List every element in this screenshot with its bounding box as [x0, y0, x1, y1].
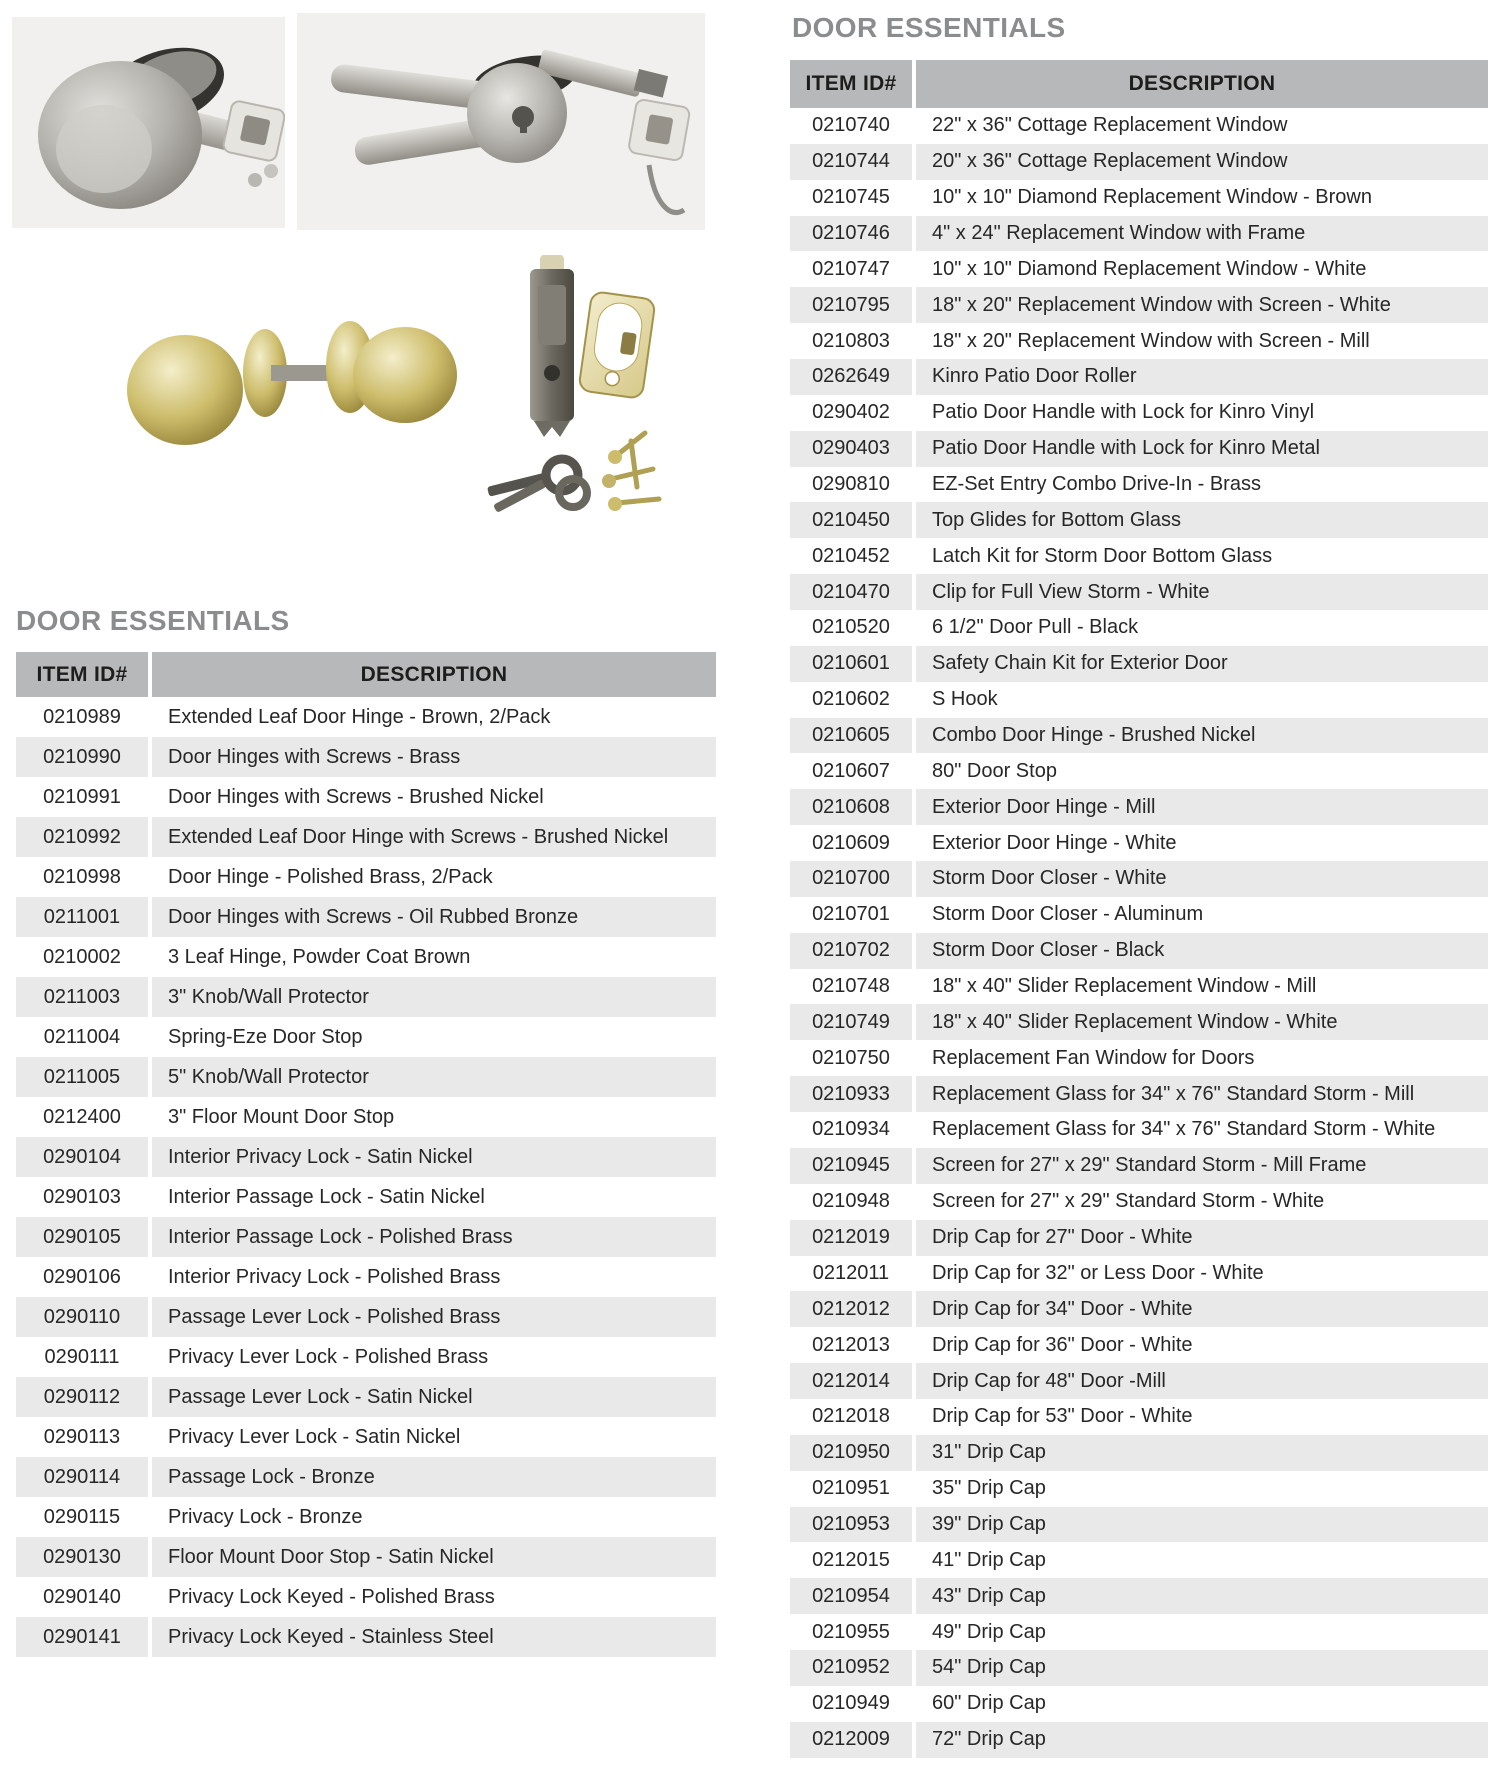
table-row — [790, 1399, 1488, 1435]
strike-plate-shape — [628, 99, 691, 162]
table-row — [16, 1377, 716, 1417]
item-id-cell: 0210749 — [790, 1004, 912, 1040]
table-row — [16, 1577, 716, 1617]
item-id-cell: 0210740 — [812, 114, 890, 137]
table-row — [16, 1297, 716, 1337]
table-row — [16, 1137, 716, 1177]
description-cell: Combo Door Hinge - Brushed Nickel — [916, 718, 1488, 754]
item-id-cell: 0210949 — [812, 1692, 890, 1715]
table-row — [16, 1217, 716, 1257]
item-id-cell: 0211003 — [16, 977, 148, 1017]
table-row — [16, 1097, 716, 1137]
brass-knob-set-illustration — [125, 255, 680, 525]
description-cell: Privacy Lever Lock - Satin Nickel — [168, 1425, 461, 1448]
item-id-cell: 0210744 — [790, 144, 912, 180]
table-row — [16, 1337, 716, 1377]
item-id-cell: 0210608 — [790, 789, 912, 825]
description-cell: Top Glides for Bottom Glass — [916, 502, 1488, 538]
item-id-cell: 0290111 — [44, 1345, 120, 1368]
item-id-cell: 0210746 — [790, 216, 912, 252]
column-header-item-id: ITEM ID# — [16, 652, 148, 697]
description-cell: Passage Lever Lock - Polished Brass — [152, 1297, 716, 1337]
item-id-cell: 0210520 — [812, 616, 890, 639]
description-cell: Interior Privacy Lock - Polished Brass — [168, 1265, 501, 1288]
description-cell: 43" Drip Cap — [916, 1578, 1488, 1614]
screws-shape — [611, 433, 659, 503]
table-row — [16, 1177, 716, 1217]
item-id-cell: 0212013 — [812, 1333, 890, 1356]
item-id-cell: 0210701 — [812, 903, 890, 926]
table-row — [790, 144, 1488, 180]
description-cell: 31" Drip Cap — [916, 1435, 1488, 1471]
table-row — [790, 753, 1488, 789]
table-row — [790, 1184, 1488, 1220]
description-cell: 10" x 10" Diamond Replacement Window - White — [932, 257, 1367, 280]
table-row — [790, 1363, 1488, 1399]
item-id-cell: 0210998 — [43, 865, 121, 888]
lever-handle-illustration — [297, 13, 705, 230]
table-row — [790, 718, 1488, 754]
description-cell: 35" Drip Cap — [932, 1477, 1046, 1500]
item-id-cell: 0210951 — [812, 1477, 890, 1500]
item-id-cell: 0210955 — [812, 1620, 890, 1643]
table-row — [790, 1220, 1488, 1256]
table-row — [790, 1291, 1488, 1327]
item-id-cell: 0210948 — [812, 1190, 890, 1213]
description-cell: Drip Cap for 36" Door - White — [932, 1333, 1193, 1356]
left-section-title: DOOR ESSENTIALS — [16, 605, 290, 636]
column-header-description: DESCRIPTION — [916, 60, 1488, 108]
table-row — [16, 1497, 716, 1537]
description-cell: 39" Drip Cap — [916, 1507, 1488, 1543]
item-id-cell: 0290402 — [812, 401, 890, 424]
item-id-cell: 0210452 — [812, 544, 890, 567]
description-cell: Exterior Door Hinge - Mill — [916, 789, 1488, 825]
table-row — [16, 737, 716, 777]
item-id-cell: 0210700 — [790, 861, 912, 897]
table-row — [790, 1578, 1488, 1614]
description-cell: Clip for Full View Storm - White — [916, 574, 1488, 610]
latch-shape — [530, 255, 574, 437]
right-section-title: DOOR ESSENTIALS — [792, 12, 1066, 43]
item-id-cell: 0290104 — [16, 1137, 148, 1177]
description-cell: 3 Leaf Hinge, Powder Coat Brown — [168, 945, 471, 968]
item-id-cell: 0211005 — [16, 1057, 148, 1097]
description-cell: Exterior Door Hinge - White — [932, 831, 1177, 854]
description-cell: Interior Privacy Lock - Satin Nickel — [152, 1137, 716, 1177]
table-row — [790, 1507, 1488, 1543]
table-row — [790, 1542, 1488, 1578]
description-cell: Replacement Glass for 34" x 76" Standard Storm - Mill — [916, 1076, 1488, 1112]
item-id-cell: 0210945 — [790, 1148, 912, 1184]
description-cell: Storm Door Closer - Aluminum — [932, 903, 1204, 926]
description-cell: Drip Cap for 53" Door - White — [932, 1405, 1193, 1428]
item-id-cell: 0210795 — [790, 287, 912, 323]
table-row — [790, 502, 1488, 538]
description-cell: 60" Drip Cap — [932, 1692, 1046, 1715]
table-row — [16, 1057, 716, 1097]
table-row — [16, 1017, 716, 1057]
table-row — [790, 1686, 1488, 1722]
item-id-cell: 0210702 — [790, 933, 912, 969]
strike-plate-shape — [222, 100, 285, 162]
item-id-cell: 0210934 — [812, 1118, 890, 1141]
table-row — [790, 933, 1488, 969]
description-cell: 6 1/2" Door Pull - Black — [932, 616, 1139, 639]
keys-shape — [487, 459, 587, 513]
table-row — [16, 857, 716, 897]
item-id-cell: 0290810 — [812, 473, 890, 496]
table-row — [790, 1076, 1488, 1112]
item-id-cell: 0210607 — [812, 759, 890, 782]
table-row — [790, 825, 1488, 861]
description-cell: Interior Passage Lock - Polished Brass — [152, 1217, 716, 1257]
item-id-cell: 0290113 — [43, 1425, 121, 1448]
description-cell: 80" Door Stop — [932, 759, 1057, 782]
description-cell: Safety Chain Kit for Exterior Door — [916, 646, 1488, 682]
description-cell: Door Hinge - Polished Brass, 2/Pack — [168, 865, 493, 888]
description-cell: 18" x 20" Replacement Window with Screen - Mill — [932, 329, 1370, 352]
description-cell: Privacy Lever Lock - Polished Brass — [168, 1345, 489, 1368]
description-cell: Drip Cap for 48" Door -Mill — [916, 1363, 1488, 1399]
description-cell: Patio Door Handle with Lock for Kinro Vinyl — [932, 401, 1315, 424]
item-id-cell: 0211004 — [43, 1025, 121, 1048]
description-cell: Replacement Glass for 34" x 76" Standard Storm - White — [932, 1118, 1436, 1141]
description-cell: Storm Door Closer - White — [916, 861, 1488, 897]
item-id-cell: 0212018 — [812, 1405, 890, 1428]
item-id-cell: 0290106 — [43, 1265, 121, 1288]
description-cell: 3" Floor Mount Door Stop — [168, 1105, 395, 1128]
table-row — [790, 682, 1488, 718]
table-row — [16, 1417, 716, 1457]
item-id-cell: 0212012 — [790, 1291, 912, 1327]
table-row — [790, 574, 1488, 610]
description-cell: 49" Drip Cap — [932, 1620, 1046, 1643]
table-row — [16, 1617, 716, 1657]
description-cell: Extended Leaf Door Hinge - Brown, 2/Pack — [168, 705, 551, 728]
description-cell: Door Hinges with Screws - Oil Rubbed Bronze — [152, 897, 716, 937]
item-id-cell: 0210470 — [790, 574, 912, 610]
description-cell: Storm Door Closer - Black — [916, 933, 1488, 969]
item-id-cell: 0212400 — [43, 1105, 121, 1128]
item-id-cell: 0212011 — [812, 1261, 890, 1284]
table-row — [790, 969, 1488, 1005]
item-id-cell: 0290114 — [16, 1457, 148, 1497]
item-id-cell: 0210750 — [812, 1046, 890, 1069]
description-cell: 18" x 40" Slider Replacement Window - White — [916, 1004, 1488, 1040]
table-row — [16, 897, 716, 937]
item-id-cell: 0290115 — [43, 1505, 121, 1528]
table-header-row — [790, 60, 1488, 108]
description-cell: 10" x 10" Diamond Replacement Window - Brown — [932, 186, 1372, 209]
item-id-cell: 0290110 — [16, 1297, 148, 1337]
description-cell: 72" Drip Cap — [916, 1722, 1488, 1758]
item-id-cell: 0262649 — [790, 359, 912, 395]
item-id-cell: 0210990 — [16, 737, 148, 777]
description-cell: S Hook — [932, 688, 998, 711]
description-cell: 3" Knob/Wall Protector — [152, 977, 716, 1017]
table-row — [16, 977, 716, 1017]
table-row — [790, 467, 1488, 503]
table-row — [16, 697, 716, 737]
table-row — [790, 610, 1488, 646]
table-row — [790, 431, 1488, 467]
item-id-cell: 0290130 — [16, 1537, 148, 1577]
description-cell: Door Hinges with Screws - Brass — [152, 737, 716, 777]
description-cell: Privacy Lock - Bronze — [168, 1505, 363, 1528]
product-photo-lever-handle — [297, 13, 705, 230]
description-cell: Passage Lever Lock - Satin Nickel — [152, 1377, 716, 1417]
description-cell: Kinro Patio Door Roller — [916, 359, 1488, 395]
table-row — [790, 789, 1488, 825]
description-cell: Spring-Eze Door Stop — [168, 1025, 363, 1048]
description-cell: 54" Drip Cap — [916, 1650, 1488, 1686]
table-row — [790, 1112, 1488, 1148]
table-row — [16, 937, 716, 977]
table-row — [790, 1650, 1488, 1686]
strike-plate-shape — [578, 291, 655, 399]
description-cell: EZ-Set Entry Combo Drive-In - Brass — [932, 473, 1261, 496]
item-id-cell: 0210002 — [43, 945, 121, 968]
description-cell: Interior Passage Lock - Satin Nickel — [168, 1185, 485, 1208]
item-id-cell: 0210992 — [16, 817, 148, 857]
item-id-cell: 0210803 — [812, 329, 890, 352]
product-photo-brass-knob-set — [125, 255, 680, 525]
description-cell: 22" x 36" Cottage Replacement Window — [932, 114, 1288, 137]
item-id-cell: 0210605 — [790, 718, 912, 754]
description-cell: 4" x 24" Replacement Window with Frame — [916, 216, 1488, 252]
item-id-cell: 0210745 — [812, 186, 890, 209]
item-id-cell: 0210933 — [790, 1076, 912, 1112]
table-row — [790, 897, 1488, 933]
description-cell: Patio Door Handle with Lock for Kinro Metal — [916, 431, 1488, 467]
table-row — [16, 1257, 716, 1297]
description-cell: Privacy Lock Keyed - Stainless Steel — [152, 1617, 716, 1657]
description-cell: Drip Cap for 32" or Less Door - White — [932, 1261, 1264, 1284]
table-row — [790, 538, 1488, 574]
description-cell: 20" x 36" Cottage Replacement Window — [916, 144, 1488, 180]
item-id-cell: 0210601 — [790, 646, 912, 682]
item-id-cell: 0210748 — [812, 975, 890, 998]
column-header-description: DESCRIPTION — [152, 652, 716, 697]
table-row — [16, 777, 716, 817]
item-id-cell: 0212009 — [790, 1722, 912, 1758]
table-row — [16, 817, 716, 857]
item-id-cell: 0212014 — [790, 1363, 912, 1399]
table-row — [790, 395, 1488, 431]
item-id-cell: 0290105 — [16, 1217, 148, 1257]
table-header-row — [16, 652, 716, 697]
table-row — [790, 287, 1488, 323]
description-cell: Privacy Lock Keyed - Polished Brass — [168, 1585, 495, 1608]
description-cell: Screen for 27" x 29" Standard Storm - Mill Frame — [916, 1148, 1488, 1184]
item-id-cell: 0210991 — [43, 785, 121, 808]
description-cell: 41" Drip Cap — [932, 1548, 1046, 1571]
table-row — [790, 1435, 1488, 1471]
table-row — [790, 359, 1488, 395]
item-id-cell: 0210954 — [790, 1578, 912, 1614]
table-row — [790, 1256, 1488, 1292]
table-row — [790, 1722, 1488, 1758]
description-cell: Floor Mount Door Stop - Satin Nickel — [152, 1537, 716, 1577]
description-cell: Drip Cap for 34" Door - White — [916, 1291, 1488, 1327]
item-id-cell: 0210602 — [812, 688, 890, 711]
table-row — [790, 180, 1488, 216]
table-row — [790, 108, 1488, 144]
table-row — [790, 1471, 1488, 1507]
table-row — [790, 1148, 1488, 1184]
description-cell: 5" Knob/Wall Protector — [152, 1057, 716, 1097]
description-cell: Passage Lock - Bronze — [152, 1457, 716, 1497]
table-row — [790, 216, 1488, 252]
right-products-table — [790, 60, 1488, 1758]
item-id-cell: 0210952 — [790, 1650, 912, 1686]
item-id-cell: 0290141 — [16, 1617, 148, 1657]
item-id-cell: 0290112 — [16, 1377, 148, 1417]
description-cell: Door Hinges with Screws - Brushed Nickel — [168, 785, 544, 808]
table-row — [790, 1614, 1488, 1650]
item-id-cell: 0210609 — [812, 831, 890, 854]
item-id-cell: 0210989 — [43, 705, 121, 728]
item-id-cell: 0212015 — [812, 1548, 890, 1571]
description-cell: 18" x 20" Replacement Window with Screen - White — [916, 287, 1488, 323]
table-row — [790, 323, 1488, 359]
table-row — [790, 251, 1488, 287]
column-header-item-id: ITEM ID# — [790, 60, 912, 108]
item-id-cell: 0212019 — [790, 1220, 912, 1256]
table-row — [790, 646, 1488, 682]
table-row — [790, 861, 1488, 897]
item-id-cell: 0210953 — [790, 1507, 912, 1543]
table-row — [790, 1327, 1488, 1363]
item-id-cell: 0290403 — [790, 431, 912, 467]
table-row — [16, 1457, 716, 1497]
item-id-cell: 0210950 — [790, 1435, 912, 1471]
item-id-cell: 0210450 — [790, 502, 912, 538]
left-products-table — [16, 652, 716, 1657]
description-cell: Latch Kit for Storm Door Bottom Glass — [932, 544, 1273, 567]
table-row — [790, 1004, 1488, 1040]
satin-knob-illustration — [12, 17, 285, 228]
description-cell: Drip Cap for 27" Door - White — [916, 1220, 1488, 1256]
table-row — [16, 1537, 716, 1577]
product-photo-satin-knob — [12, 17, 285, 228]
item-id-cell: 0211001 — [16, 897, 148, 937]
description-cell: 18" x 40" Slider Replacement Window - Mill — [932, 975, 1317, 998]
item-id-cell: 0290140 — [43, 1585, 121, 1608]
item-id-cell: 0210747 — [812, 257, 890, 280]
table-row — [790, 1040, 1488, 1076]
description-cell: Replacement Fan Window for Doors — [932, 1046, 1255, 1069]
description-cell: Extended Leaf Door Hinge with Screws - Brushed Nickel — [152, 817, 716, 857]
description-cell: Screen for 27" x 29" Standard Storm - White — [932, 1190, 1325, 1213]
item-id-cell: 0290103 — [43, 1185, 121, 1208]
